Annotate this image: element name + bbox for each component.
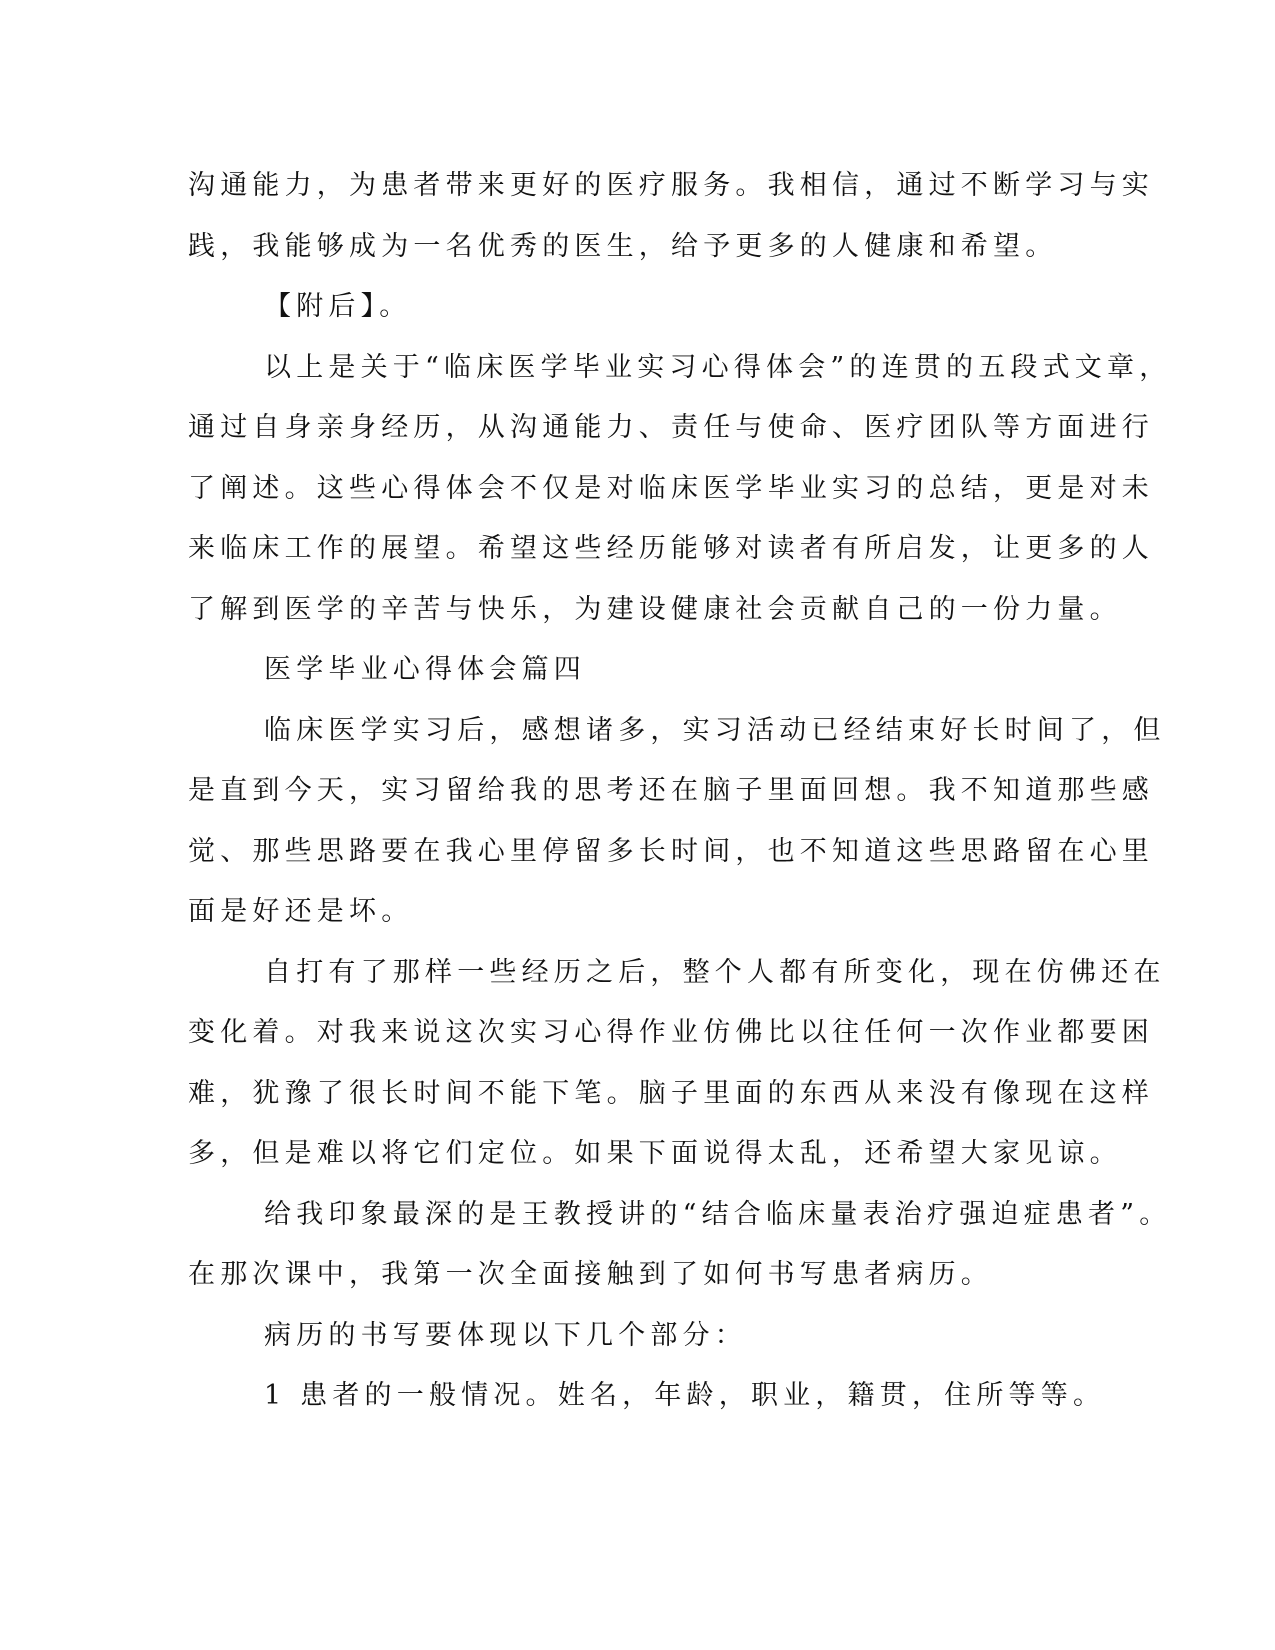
text-line: 了阐述。这些心得体会不仅是对临床医学毕业实习的总结，更是对未	[188, 472, 1154, 504]
text-line: 多，但是难以将它们定位。如果下面说得太乱，还希望大家见谅。	[188, 1138, 1122, 1169]
text-line: 面是好还是坏。	[188, 896, 414, 927]
text-line: 给我印象最深的是王教授讲的“结合临床量表治疗强迫症患者”。	[264, 1198, 1172, 1230]
text-line: 了解到医学的辛苦与快乐，为建设健康社会贡献自己的一份力量。	[188, 593, 1122, 625]
section-heading	[188, 640, 1088, 701]
text-line: 难，犹豫了很长时间不能下笔。脑子里面的东西从来没有像现在这样	[188, 1077, 1154, 1109]
paragraph-record-parts	[188, 1306, 1088, 1367]
text-line: 践，我能够成为一名优秀的医生，给予更多的人健康和希望。	[188, 230, 1058, 262]
text-line: 觉、那些思路要在我心里停留多长时间，也不知道这些思路留在心里	[188, 835, 1154, 867]
text-line: 沟通能力，为患者带来更好的医疗服务。我相信，通过不断学习与实	[188, 170, 1154, 201]
text-line: 以上是关于“临床医学毕业实习心得体会”的连贯的五段式文章，	[264, 351, 1172, 383]
paragraph-impression	[188, 1185, 1172, 1306]
text-line: 来临床工作的展望。希望这些经历能够对读者有所启发，让更多的人	[188, 533, 1154, 564]
text-line: 通过自身亲身经历，从沟通能力、责任与使命、医疗团队等方面进行	[188, 412, 1154, 443]
document-body	[188, 156, 1172, 1427]
summary-paragraph	[188, 338, 1172, 641]
text-line: 变化着。对我来说这次实习心得作业仿佛比以往任何一次作业都要困	[188, 1017, 1154, 1048]
text-line: 病历的书写要体现以下几个部分：	[264, 1319, 747, 1351]
text-line: 临床医学实习后，感想诸多，实习活动已经结束好长时间了，但	[264, 714, 1166, 746]
text-line: 自打有了那样一些经历之后，整个人都有所变化，现在仿佛还在	[264, 956, 1166, 988]
heading-text: 医学毕业心得体会篇四	[264, 654, 586, 685]
paragraph-reflection	[188, 701, 1166, 943]
text-line: 【附后】。	[264, 291, 412, 322]
text-line: 1 患者的一般情况。姓名，年龄，职业，籍贯，住所等等。	[264, 1380, 1106, 1411]
paragraph-continued	[188, 156, 1154, 277]
paragraph-changes	[188, 943, 1166, 1185]
appendix-note	[188, 277, 1088, 338]
list-item	[188, 1366, 1106, 1427]
text-line: 在那次课中，我第一次全面接触到了如何书写患者病历。	[188, 1259, 993, 1290]
text-line: 是直到今天，实习留给我的思考还在脑子里面回想。我不知道那些感	[188, 775, 1154, 806]
